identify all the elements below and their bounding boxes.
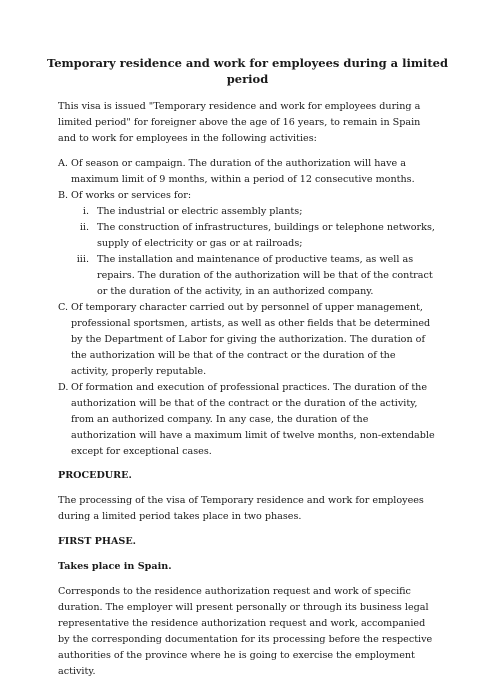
sub-item-text: The construction of infrastructures, buildings or telephone networks, supply of electricity or gas or at railroads;	[97, 222, 435, 249]
first-phase-heading: FIRST PHASE.	[58, 536, 136, 547]
list-item-text: Of season or campaign. The duration of the authorization will have a maximum limit of 9 months, within a period of 12 consecutive months.	[71, 158, 415, 185]
list-marker: D.	[58, 382, 69, 393]
activity-list	[58, 156, 435, 460]
first-phase-paragraph: Corresponds to the residence authorization request and work of specific duration. The employer will present personally or through its business legal representative the residence authorization request and work, accompanied by the corresponding documentation for its processing before the respective authorities of the province where he is going to exercise the employment activity.	[58, 586, 433, 677]
list-marker: B.	[58, 190, 69, 201]
procedure-paragraph: The processing of the visa of Temporary residence and work for employees during a limited period takes place in two phases.	[58, 495, 424, 522]
sub-item-text: The installation and maintenance of productive teams, as well as repairs. The duration of the authorization will be that of the contract or the duration of the activity, in an authorized company.	[97, 254, 433, 297]
sub-marker: ii.	[79, 222, 89, 233]
list-item-text: Of formation and execution of professional practices. The duration of the authorization will be that of the contract or the duration of the activity, from an authorized company. In any case, the duration of the authorization will have a maximum limit of twelve months, non-extendable except for exceptional cases.	[71, 382, 435, 457]
sub-item-iii	[58, 252, 435, 300]
list-item-text: Of temporary character carried out by personnel of upper management, professional sportsmen, artists, as well as other fields that be determined by the Department of Labor for giving the authorization. The duration of the authorization will be that of the contract or the duration of the activity, properly reputable.	[71, 302, 431, 377]
document-body	[58, 99, 435, 689]
sub-item-i	[58, 204, 435, 220]
list-item-text: Of works or services for:	[71, 190, 192, 201]
sub-marker: iii.	[76, 254, 89, 265]
list-item-d	[58, 380, 435, 460]
list-marker: A.	[58, 158, 68, 169]
list-item-a	[58, 156, 435, 188]
sub-item-ii	[58, 220, 435, 252]
procedure-heading: PROCEDURE.	[58, 470, 132, 481]
intro-paragraph: This visa is issued "Temporary residence and work for employees during a limited period" for foreigner above the age of 16 years, to remain in Spain and to work for employees in the following activities:	[58, 101, 421, 144]
list-marker: C.	[58, 302, 69, 313]
document-title: Temporary residence and work for employees during a limited period	[46, 56, 449, 86]
list-item-c	[58, 300, 435, 380]
sub-item-text: The industrial or electric assembly plants;	[97, 206, 303, 217]
location-heading: Takes place in Spain.	[58, 561, 172, 572]
sub-marker: i.	[82, 206, 89, 217]
list-item-b	[58, 188, 435, 204]
